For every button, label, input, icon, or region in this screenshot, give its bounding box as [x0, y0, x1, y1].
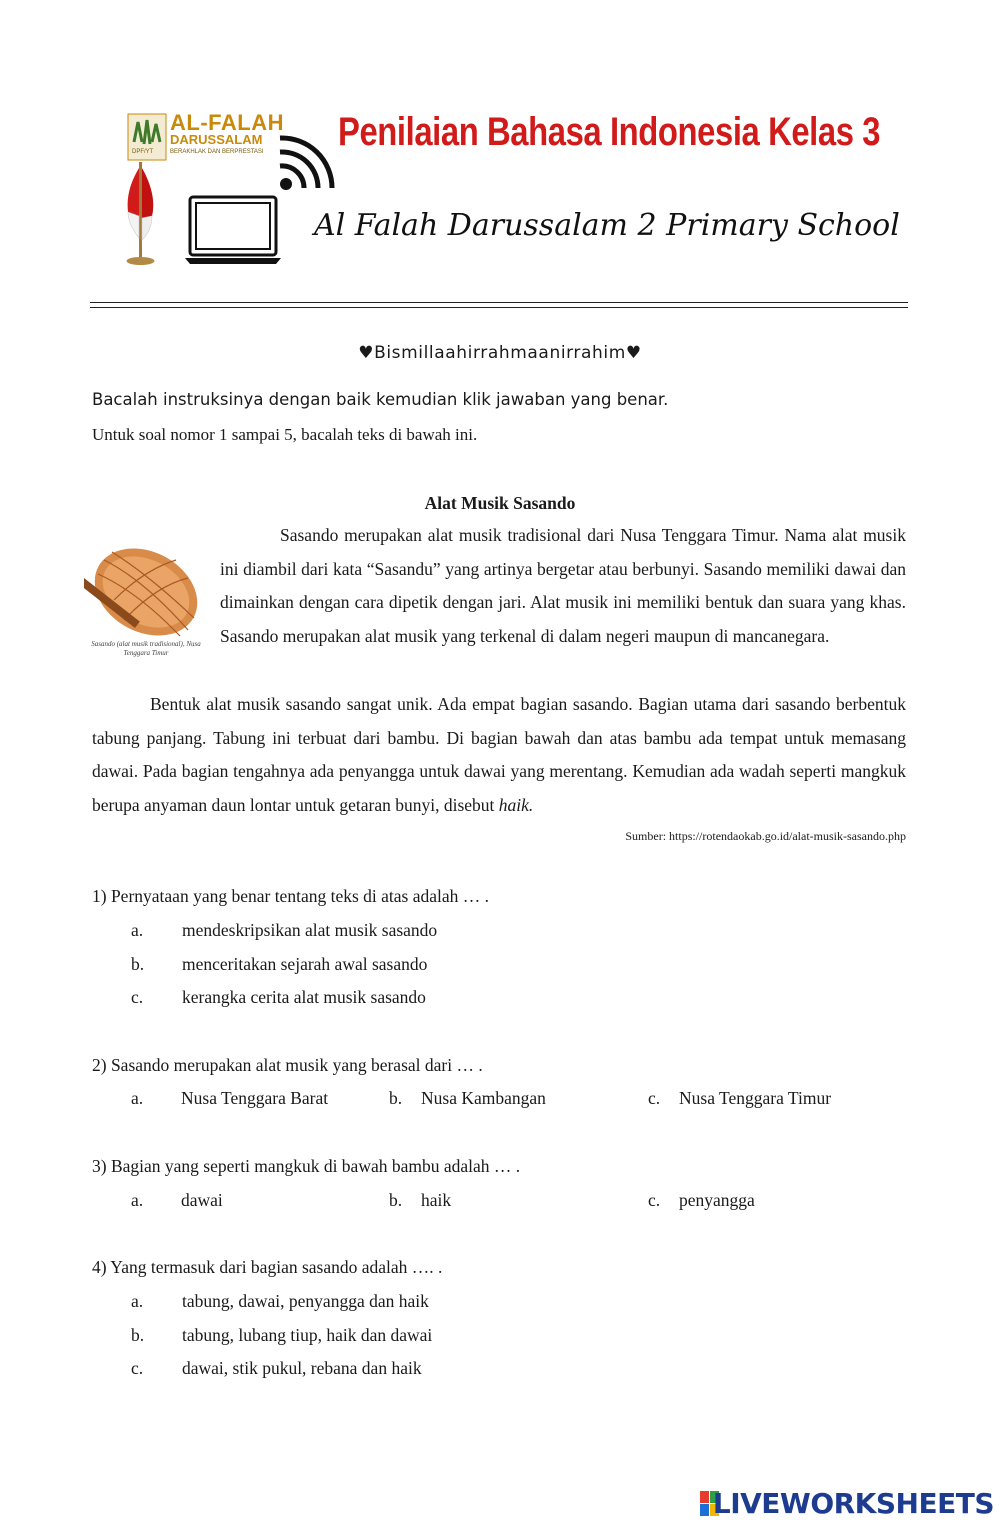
option-letter: a. — [131, 1190, 144, 1210]
question-3-option-b[interactable] — [389, 1190, 619, 1214]
liveworksheets-brand[interactable]: LIVEWORKSHEETS — [712, 1487, 994, 1520]
option-letter: c. — [648, 1088, 661, 1108]
option-text: Nusa Kambangan — [421, 1088, 546, 1108]
question-1-option-a[interactable] — [131, 920, 631, 944]
question-1-option-b[interactable] — [131, 954, 631, 978]
question-2-option-b[interactable] — [389, 1088, 619, 1112]
source-citation: Sumber: https://rotendaokab.go.id/alat-musik-sasando.php — [625, 829, 906, 843]
option-letter: b. — [131, 954, 145, 974]
question-4-option-c[interactable] — [131, 1358, 631, 1382]
story-paragraph-2 — [92, 688, 906, 822]
option-text: mendeskripsikan alat musik sasando — [182, 920, 438, 940]
divider — [90, 307, 908, 308]
option-letter: a. — [131, 1291, 144, 1311]
term-haik: haik. — [498, 794, 534, 815]
wifi-signal-icon — [276, 128, 336, 192]
option-letter: c. — [131, 1358, 144, 1378]
logo-subname: DARUSSALAM — [170, 132, 263, 147]
option-text: Nusa Tenggara Timur — [679, 1088, 832, 1108]
question-2-option-a[interactable] — [131, 1088, 361, 1112]
photo-caption: Sasando (alat musik tradisional), Nusa Tenggara Timur — [91, 640, 201, 657]
paragraph-2-text: Bentuk alat musik sasando sangat unik. Ada empat bagian sasando. Bagian utama dari sasando berbentuk tabung panjang. Tabung ini terbuat dari bambu. Di bagian bawah dan atas bambu ada tempat untuk memasang dawai. Pada bagian tengahnya ada penyangga untuk dawai yang merentang. Kemudian ada wadah seperti mangkuk berupa anyaman daun lontar untuk getaran bunyi, disebut — [92, 694, 906, 815]
question-3: 3) Bagian yang seperti mangkuk di bawah bambu adalah … . — [92, 1156, 521, 1176]
question-1: 1) Pernyataan yang benar tentang teks di atas adalah … . — [92, 886, 490, 906]
indonesia-flag-icon — [122, 160, 162, 268]
option-letter: c. — [131, 987, 144, 1007]
opening-greeting: ♥Bismillaahirrahmaanirrahim♥ — [358, 343, 642, 363]
header-banner — [0, 0, 1000, 300]
question-3-option-c[interactable] — [648, 1190, 888, 1214]
option-text: menceritakan sejarah awal sasando — [182, 954, 428, 974]
story-paragraph-1: Sasando merupakan alat musik tradisional dari Nusa Tenggara Timur. Nama alat musik ini diambil dari kata “Sasandu” yang artinya bergetar atau berbunyi. Sasando memiliki dawai dan dimainkan dengan cara dipetik dengan jari. Alat musik ini memiliki bentuk dan suara yang khas. Sasando merupakan alat musik yang terkenal di dalam negeri maupun di mancanegara. — [220, 525, 906, 646]
question-4-option-b[interactable] — [131, 1325, 631, 1349]
laptop-icon — [184, 194, 300, 266]
option-text: tabung, dawai, penyangga dan haik — [182, 1291, 429, 1311]
question-3-option-a[interactable] — [131, 1190, 361, 1214]
question-2: 2) Sasando merupakan alat musik yang berasal dari … . — [92, 1055, 483, 1075]
divider — [90, 302, 908, 303]
option-letter: b. — [131, 1325, 145, 1345]
option-letter: b. — [389, 1190, 403, 1210]
option-text: tabung, lubang tiup, haik dan dawai — [182, 1325, 433, 1345]
logo-code: DPF/YT — [132, 149, 154, 155]
option-letter: a. — [131, 1088, 144, 1108]
option-text: kerangka cerita alat musik sasando — [182, 987, 426, 1007]
logo-name: AL-FALAH — [170, 110, 284, 135]
story-title: Alat Musik Sasando — [424, 493, 576, 513]
option-text: dawai, stik pukul, rebana dan haik — [182, 1358, 422, 1378]
option-letter: b. — [389, 1088, 403, 1108]
option-text: dawai — [181, 1190, 223, 1210]
sasando-photo — [84, 530, 206, 670]
logo-motto: BERAKHLAK DAN BERPRESTASI — [170, 149, 264, 155]
intro-text: Untuk soal nomor 1 sampai 5, bacalah teks di bawah ini. — [92, 425, 478, 444]
option-letter: a. — [131, 920, 144, 940]
option-text: penyangga — [679, 1190, 755, 1210]
question-1-option-c[interactable] — [131, 987, 631, 1011]
question-2-option-c[interactable] — [648, 1088, 888, 1112]
option-text: haik — [421, 1190, 452, 1210]
question-4: 4) Yang termasuk dari bagian sasando adalah …. . — [92, 1257, 443, 1277]
question-4-option-a[interactable] — [131, 1291, 631, 1315]
option-text: Nusa Tenggara Barat — [181, 1088, 329, 1108]
school-name: Al Falah Darussalam 2 Primary School — [314, 208, 900, 243]
instruction-text: Bacalah instruksinya dengan baik kemudian klik jawaban yang benar. — [92, 390, 669, 409]
option-letter: c. — [648, 1190, 661, 1210]
worksheet-title: Penilaian Bahasa Indonesia Kelas 3 — [338, 110, 881, 154]
